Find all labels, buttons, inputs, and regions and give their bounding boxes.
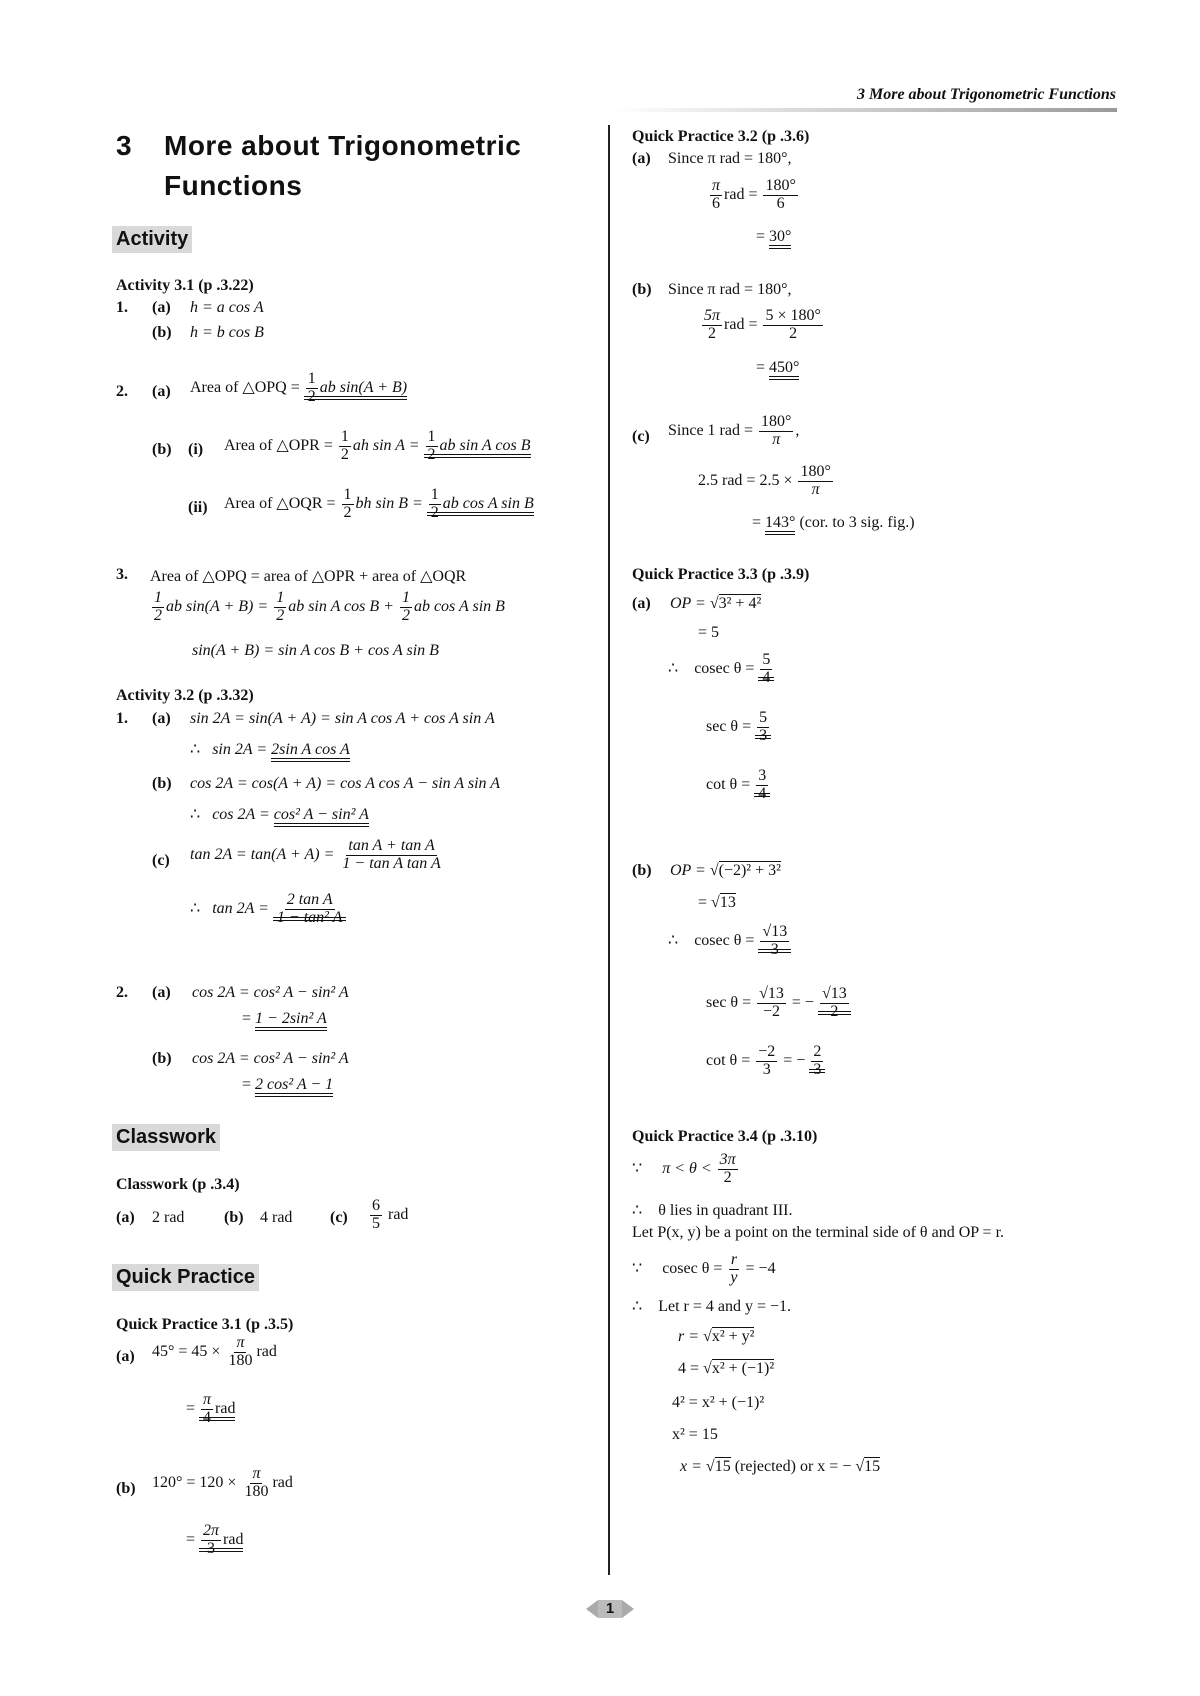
a32-q1c-line2: ∴ tan 2A = $\frac{\text{2 tan A}}{\text{1 − tan² A}}$: [190, 892, 346, 927]
a32-q1a-line2: ∴ sin 2A = 2sin A cos A: [190, 739, 350, 759]
q2b-i-answer: $\frac{1}{2}$ ab sin A cos B: [424, 437, 531, 458]
activity-3-1-heading: Activity 3.1 (p .3.22): [116, 277, 254, 294]
a32-q1b-line1: cos 2A = cos(A + A) = cos A cos A − sin A sin A: [190, 775, 501, 792]
qp32-c-label: (c): [632, 428, 650, 445]
q2a-prefix: Area of △OPQ =: [190, 378, 300, 396]
page-number-badge: [580, 1598, 640, 1620]
q3-line2: $\frac{1}{2}$ ab sin(A + B) = $\frac{1}{2}$ ab sin A cos B + $\frac{1}{2}$ ab cos A sin B: [154, 589, 505, 624]
sqrt-icon: √: [709, 862, 719, 879]
qp33-b-op2: = √13: [698, 894, 736, 911]
qp33-heading: Quick Practice 3.3 (p .3.9): [632, 566, 810, 583]
qp32-b-answer: 450°: [769, 359, 799, 380]
classwork-c-value: $\frac{6}{5}$ rad: [372, 1197, 409, 1232]
a32-q1b-answer: cos² A − sin² A: [274, 806, 369, 827]
q2b-ii-expression: Area of △OQR = $\frac{1}{2}$ bh sin B = $\frac{1}{2}$ ab cos A sin B: [224, 486, 534, 521]
sqrt-icon: √: [709, 595, 719, 612]
q2b-label: (b): [152, 441, 172, 458]
qp32-a-line3: = 30°: [756, 228, 791, 246]
sqrt-icon: √: [703, 1328, 712, 1345]
qp31-a-answer: $\frac{\pi}{4}$ rad: [199, 1400, 235, 1421]
qp33-b-op: OP = √(−2)² + 3²: [670, 862, 781, 879]
qp32-c-answer: 143°: [765, 514, 795, 535]
q2b-i-expression: Area of △OPR = $\frac{1}{2}$ ah sin A = $\frac{1}{2}$ ab sin A cos B: [224, 428, 531, 463]
q3-line1: Area of △OPQ = area of △OPR + area of △OQR: [150, 568, 467, 585]
q2-number: 2.: [116, 383, 128, 400]
sqrt-icon: √: [703, 1360, 712, 1377]
badge-right-icon: [622, 1600, 634, 1618]
a32-q1a-line1: sin 2A = sin(A + A) = sin A cos A + cos A sin A: [190, 710, 495, 727]
qp33-a-sec: sec θ = $\frac{5}{3}$: [706, 710, 771, 745]
a32-q1c-answer: $\frac{\text{2 tan A}}{\text{1 − tan² A}}$: [273, 900, 347, 921]
qp31-a-line1: 45° = 45 × $\frac{\pi}{180}$ rad: [152, 1334, 277, 1369]
half-fraction: $\frac{1}{2}$: [307, 370, 316, 405]
q3-number: 3.: [116, 566, 128, 583]
classwork-a-value: 2 rad: [152, 1209, 185, 1226]
qp33-a-op: OP = √3² + 4²: [670, 595, 762, 612]
a32-q2a-line2: = 1 − 2sin² A: [242, 1010, 327, 1028]
badge-left-icon: [586, 1600, 598, 1618]
a32-q2a-answer: 1 − 2sin² A: [255, 1010, 327, 1031]
qp34-line2: ∴ θ lies in quadrant III.: [632, 1202, 793, 1219]
q2b-ii-answer: $\frac{1}{2}$ ab cos A sin B: [427, 495, 534, 516]
page-number: 1: [598, 1600, 622, 1618]
a32-q2b-line2: = 2 cos² A − 1: [242, 1076, 333, 1094]
qp32-a-line2: $\frac{\pi}{6}$ rad = $\frac{180^\circ}{6}$: [712, 177, 796, 212]
qp31-b-label: (b): [116, 1480, 136, 1497]
qp31-a-line2: = $\frac{\pi}{4}$ rad: [186, 1391, 236, 1426]
classwork-b-value: 4 rad: [260, 1209, 293, 1226]
chapter-number: 3: [116, 130, 133, 161]
a32-q1b-label: (b): [152, 775, 172, 792]
qp33-b-label: (b): [632, 862, 652, 879]
a32-q1c-line1: tan 2A = tan(A + A) = $\frac{\text{tan A + tan A}}{\text{1 − tan A tan A}}$: [190, 837, 441, 872]
qp34-line1: ∵ π < θ < $\frac{3\pi}{2}$: [632, 1151, 736, 1186]
qp32-b-line3: = 450°: [756, 359, 799, 377]
q2a-answer: $\frac{1}{2}$ ab sin(A + B): [304, 379, 407, 400]
a32-q1b-line2: ∴ cos 2A = cos² A − sin² A: [190, 804, 369, 824]
qp33-b-cot: cot θ = $\frac{-2}{3}$ = − $\frac{2}{3}$: [706, 1044, 825, 1079]
qp34-line9: x² = 15: [672, 1426, 718, 1443]
qp32-c-line1: Since 1 rad = $\frac{180^\circ}{\pi}$ ,: [668, 413, 800, 448]
sqrt-icon: √: [711, 894, 720, 911]
q2b-ii-label: (ii): [188, 499, 208, 516]
q1a-label: (a): [152, 299, 171, 316]
q1-number: 1.: [116, 299, 128, 316]
qp31-b-line2: = $\frac{2\pi}{3}$ rad: [186, 1522, 244, 1557]
a32-q2-number: 2.: [116, 984, 128, 1001]
qp31-a-label: (a): [116, 1348, 135, 1365]
classwork-b-label: (b): [224, 1209, 244, 1226]
qp31-b-line1: 120° = 120 × $\frac{\pi}{180}$ rad: [152, 1465, 293, 1500]
qp34-line6: r = √x² + y²: [678, 1328, 755, 1345]
activity-3-2-heading: Activity 3.2 (p .3.32): [116, 687, 254, 704]
a32-q2a-label: (a): [152, 984, 171, 1001]
qp32-c-note: (cor. to 3 sig. fig.): [799, 514, 915, 531]
q2b-i-label: (i): [188, 441, 204, 458]
section-activity: Activity: [112, 226, 192, 253]
qp32-a-line1: Since π rad = 180°,: [668, 150, 792, 167]
section-quick-practice: Quick Practice: [112, 1264, 259, 1291]
qp32-c-line3: = 143° (cor. to 3 sig. fig.): [752, 514, 915, 532]
qp32-c-line2: 2.5 rad = 2.5 × $\frac{180^\circ}{\pi}$: [698, 463, 831, 498]
qp34-line3: Let P(x, y) be a point on the terminal side of θ and OP = r.: [632, 1224, 1005, 1241]
chapter-title-line2: Functions: [164, 170, 303, 201]
q2a-expression: [190, 371, 407, 406]
qp34-line8: 4² = x² + (−1)²: [672, 1394, 765, 1411]
qp31-b-answer: $\frac{2\pi}{3}$ rad: [199, 1531, 243, 1552]
q1b-answer: h = b cos B: [190, 324, 264, 341]
a32-q2b-line1: cos 2A = cos² A − sin² A: [192, 1050, 349, 1067]
qp34-line10: x = √15 (rejected) or x = − √15: [680, 1458, 881, 1475]
qp32-a-answer: 30°: [769, 228, 791, 249]
q3-line3: sin(A + B) = sin A cos B + cos A sin B: [192, 642, 439, 659]
qp33-a-cot: cot θ = $\frac{3}{4}$: [706, 768, 770, 803]
qp34-heading: Quick Practice 3.4 (p .3.10): [632, 1128, 818, 1145]
chapter-title-line1: More about Trigonometric: [164, 130, 522, 161]
classwork-heading: Classwork (p .3.4): [116, 1176, 240, 1193]
qp32-b-label: (b): [632, 281, 652, 298]
a32-q2b-answer: 2 cos² A − 1: [255, 1076, 333, 1097]
half-fraction: $\frac{1}{2}$: [343, 486, 352, 521]
column-divider: [608, 125, 610, 1575]
a32-q1-number: 1.: [116, 710, 128, 727]
section-classwork: Classwork: [112, 1124, 220, 1151]
qp33-b-cosec: ∴ cosec θ = $\frac{√13}{3}$: [668, 924, 791, 959]
running-header: 3 More about Trigonometric Functions: [857, 86, 1116, 103]
qp32-heading: Quick Practice 3.2 (p .3.6): [632, 128, 810, 145]
qp33-a-op2: = 5: [698, 624, 720, 641]
sqrt-icon: √: [855, 1458, 865, 1475]
qp34-line4: ∵ cosec θ = $\frac{r}{y}$ = −4: [632, 1251, 776, 1286]
qp34-line7: 4 = √x² + (−1)²: [678, 1360, 775, 1377]
qp32-b-line1: Since π rad = 180°,: [668, 281, 792, 298]
classwork-a-label: (a): [116, 1209, 135, 1226]
a32-q1a-label: (a): [152, 710, 171, 727]
header-rule: [612, 108, 1117, 112]
q2a-label: (a): [152, 383, 171, 400]
qp32-b-line2: $\frac{5\pi}{2}$ rad = $\frac{5 \times 180^\circ}{2}$: [704, 307, 821, 342]
qp33-a-label: (a): [632, 595, 651, 612]
sqrt-icon: √: [705, 1458, 715, 1475]
half-fraction: $\frac{1}{2}$: [340, 428, 349, 463]
q1b-label: (b): [152, 324, 172, 341]
qp31-heading: Quick Practice 3.1 (p .3.5): [116, 1316, 294, 1333]
classwork-c-label: (c): [330, 1209, 348, 1226]
a32-q1c-label: (c): [152, 852, 170, 869]
qp33-b-sec: sec θ = $\frac{√13}{-2}$ = − $\frac{√13}{2}$: [706, 986, 851, 1021]
a32-q1a-answer: 2sin A cos A: [271, 741, 350, 762]
qp34-line5: ∴ Let r = 4 and y = −1.: [632, 1298, 792, 1315]
q1a-answer: h = a cos A: [190, 299, 264, 316]
a32-q2b-label: (b): [152, 1050, 172, 1067]
qp33-a-cosec: ∴ cosec θ = $\frac{5}{4}$: [668, 652, 774, 687]
a32-q2a-line1: cos 2A = cos² A − sin² A: [192, 984, 349, 1001]
qp32-a-label: (a): [632, 150, 651, 167]
